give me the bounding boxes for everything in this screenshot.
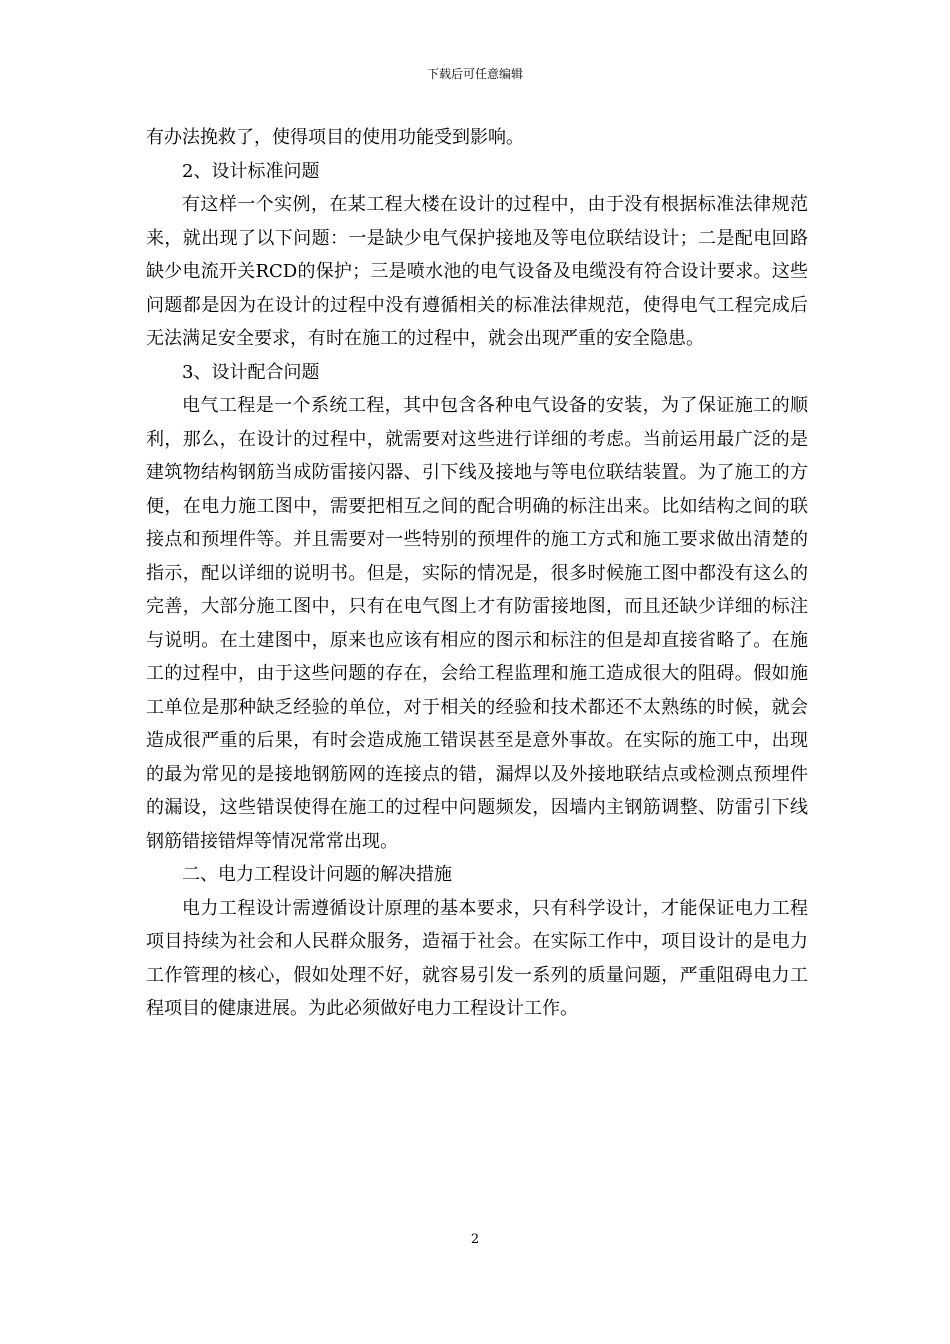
page-number: 2: [470, 1232, 480, 1247]
paragraph-continuation: 有办法挽救了，使得项目的使用功能受到影响。: [146, 127, 524, 148]
paragraph-coordination: 电气工程是一个系统工程，其中包含各种电气设备的安装，为了保证施工的顺利，那么，在设计的过程中，就需要对这些进行详细的考虑。当前运用最广泛的是建筑物结构钢筋当成防雷接闪器、引下线及接地与等电位联结装置。为了施工的方便，在电力施工图中，需要把相互之间的配合明确的标注出来。比如结构之间的联接点和预埋件等。并且需要对一些特别的预埋件的施工方式和施工要求做出清楚的指示，配以详细的说明书。但是，实际的情况是，很多时候施工图中都没有这么的完善，大部分施工图中，只有在电气图上才有防雷接地图，而且还缺少详细的标注与说明。在土建图中，原来也应该有相应的图示和标注的但是却直接省略了。在施工的过程中，由于这些问题的存在，会给工程监理和施工造成很大的阻碍。假如施工单位是那种缺乏经验的单位，对于相关的经验和技术都还不太熟练的时候，就会造成很严重的后果，有时会造成施工错误甚至是意外事故。在实际的施工中，出现的最为常见的是接地钢筋网的连接点的错，漏焊以及外接地联结点或检测点预埋件的漏设，这些错误使得在施工的过程中问题频发，因墙内主钢筋调整、防雷引下线钢筋错接错焊等情况常常出现。: [146, 395, 808, 852]
paragraph-standards-example: 有这样一个实例，在某工程大楼在设计的过程中，由于没有根据标准法律规范来，就出现了以下问题：一是缺少电气保护接地及等电位联结设计；二是配电回路缺少电流开关RCD的保护；三是喷水池的电气设备及电缆没有符合设计要求。这些问题都是因为在设计的过程中没有遵循相关的标准法律规范，使得电气工程完成后无法满足安全要求，有时在施工的过程中，就会出现严重的安全隐患。: [146, 194, 808, 349]
page-header: 下载后可任意编辑: [426, 67, 523, 81]
paragraph-solutions: 电力工程设计需遵循设计原理的基本要求，只有科学设计，才能保证电力工程项目持续为社会和人民群众服务，造福于社会。在实际工作中，项目设计的是电力工作管理的核心，假如处理不好，就容易引发一系列的质量问题，严重阻碍电力工程项目的健康进展。为此必须做好电力工程设计工作。: [146, 897, 808, 1019]
heading-solutions: 二、电力工程设计问题的解决措施: [182, 864, 452, 885]
document-body: [146, 121, 808, 1026]
heading-design-standards: 2、设计标准问题: [182, 160, 320, 182]
heading-design-coordination: 3、设计配合问题: [182, 361, 320, 383]
